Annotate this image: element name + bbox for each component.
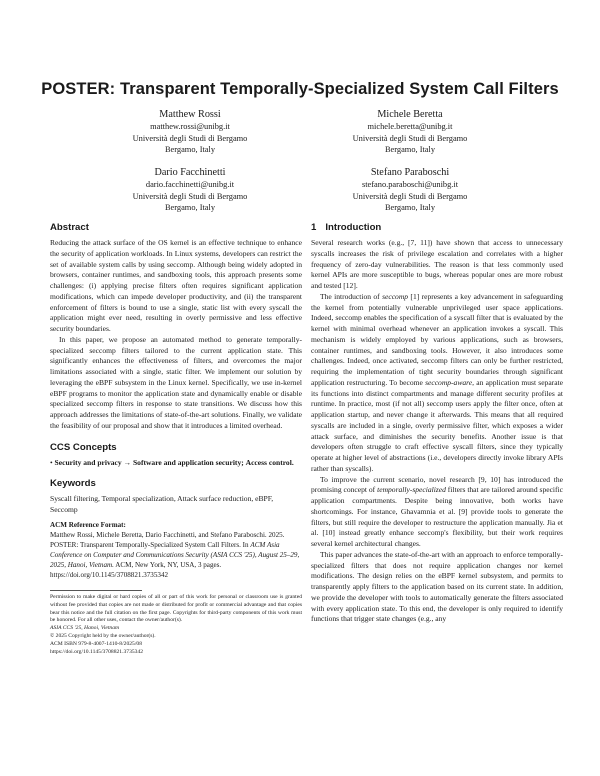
author-block <box>290 108 530 156</box>
reference-line: Matthew Rossi, Michele Beretta, Dario Facchinetti, and Stefano Paraboschi. 2025. POSTER: Transparent Temporally-Specialized System Call Filters. In <box>50 530 285 549</box>
left-column <box>50 222 302 657</box>
keywords-text: Syscall filtering, Temporal specialization, Attack surface reduction, eBPF, Seccomp <box>50 494 274 514</box>
author-name: Dario Facchinetti <box>154 167 226 178</box>
ccs-concept: Software and application security <box>132 457 242 467</box>
ccs-separator: ; <box>241 457 244 467</box>
reference-format-text <box>50 530 302 580</box>
author-block <box>290 166 530 214</box>
emphasis: temporally-specialized <box>377 485 446 495</box>
author-location: Bergamo, Italy <box>164 145 216 155</box>
intro-paragraph: This paper advances the state-of-the-art with an approach to enforce temporally-specialized filters that does not require application changes nor kernel modifications. The design relies on the eBPF kernel subsystem, and permits to transparently apply filters to the application based on its current state. In addition, we provide the developer with tools to automatically generate the filters associated with every application state. To this end, the developer is only required to identify functions that trigger state changes (e.g., any <box>311 549 563 624</box>
abstract-paragraph: In this paper, we propose an automated method to generate temporally-specialized seccomp filters tailored to the current application state. This significantly enhances the effectiveness of filters, and overcomes the major limitations associated with a single, static filter. We implement our solution by leveraging the eBPF subsystem in the Linux kernel. Specifically, we use in-kernel eBPF programs to monitor the application state and dynamically enable or disable specialized seccomp filters in response to state transitions. We discuss how this approach addresses the limitations of state-of-the-art solutions. Finally, we validate the feasibility of our proposal and show that it introduces a limited overhead. <box>50 334 302 430</box>
abstract-paragraph: Reducing the attack surface of the OS kernel is an effective technique to enhance the security of application workloads. In Linux systems, developers can restrict the set of available system calls by using seccomp. Although being widely adopted in browsers, container runtimes, and sandboxing tools, this approach presents some challenges: (i) applying precise filters often requires significant application modifications, which can impede developer productivity, and (ii) the transparent enforcement of filters is bound to use a single, static list with every syscall the application might ever need, resulting in overly permissive and less effective security boundaries. <box>50 238 302 333</box>
author-email: stefano.paraboschi@unibg.it <box>361 180 459 189</box>
keywords-heading: Keywords <box>50 478 96 490</box>
author-block <box>70 108 310 156</box>
conference-name: ASIA CCS '25, Hanoi, Vietnam <box>50 625 120 632</box>
ccs-end: . <box>291 457 294 467</box>
footnote-rule <box>50 590 142 591</box>
ccs-arrow: → <box>123 457 132 467</box>
emphasis: seccomp <box>382 291 409 301</box>
ccs-heading: CCS Concepts <box>50 441 117 453</box>
ccs-concept: Access control <box>245 457 292 467</box>
author-name: Michele Beretta <box>377 109 443 120</box>
author-name: Stefano Paraboschi <box>370 167 450 178</box>
author-affiliation: Università degli Studi di Bergamo <box>132 133 248 143</box>
section-title: Introduction <box>325 222 382 233</box>
right-column <box>311 222 563 625</box>
intro-paragraph: To improve the current scenario, novel research [9, 10] has introduced the promising concept of temporally-specialized filters that are tailored around specific application compartments. Despite being innovative, both works have shortcomings. For instance, Ghavamnia et al. [9] provide tools to generate the filters, but still require the developer to restructure the application manually. Jia et al. [10] instead greatly enhance seccomp's flexibility, but their work requires several kernel architectural changes. <box>311 474 563 548</box>
copyright-line: © 2025 Copyright held by the owner/author(s). <box>50 633 156 640</box>
reference-format-heading: ACM Reference Format: <box>50 520 126 529</box>
author-email: matthew.rossi@unibg.it <box>150 122 230 131</box>
author-affiliation: Università degli Studi di Bergamo <box>352 191 468 201</box>
ccs-concept: Security and privacy <box>54 457 122 467</box>
author-email: michele.beretta@unibg.it <box>367 122 453 131</box>
emphasis: seccomp-aware <box>425 377 473 387</box>
author-name: Matthew Rossi <box>159 109 221 120</box>
intro-paragraph: Several research works (e.g., [7, 11]) have shown that access to unnecessary syscalls increases the risk of privilege escalation and correlates with a higher frequency of zero-day vulnerabilities. The reason is that less commonly used kernel APIs are more susceptible to bugs, whereas popular ones are more robust and tested [12]. <box>311 238 563 290</box>
author-affiliation: Università degli Studi di Bergamo <box>132 191 248 201</box>
doi-link[interactable]: https://doi.org/10.1145/3708821.3735342 <box>50 649 144 656</box>
author-location: Bergamo, Italy <box>164 203 216 213</box>
reference-venue: ACM Asia Conference on Computer and Communications Security (ASIA CCS '25), August 25–29, 2025, Hanoi, Vietnam. <box>50 540 300 569</box>
ccs-bullet: • <box>50 457 53 467</box>
author-block <box>70 166 310 214</box>
intro-heading <box>311 222 563 234</box>
paper-title: POSTER: Transparent Temporally-Specialized System Call Filters <box>41 80 559 98</box>
author-location: Bergamo, Italy <box>384 203 436 213</box>
intro-paragraph: The introduction of seccomp [1] represents a key advancement in safeguarding the kernel from potentially vulnerable unprivileged user space applications. Indeed, seccomp enables the specification of a syscall filter that is evaluated by the kernel with minimal overhead whenever an application invokes a syscall. This mechanism is widely employed by various applications, such as browsers, container runtimes, and sandboxing tools. However, it also introduces some challenges. Indeed, once activated, seccomp filters can only be further restricted, requiring the implementation of tight security boundaries through significant application restructuring. To become seccomp-aware, an application must separate its functions into distinct compartments and manage different security profiles at runtime. In practice, most (if not all) seccomp users apply the filter once, often at application startup, and never change it afterwards. This means that all required syscalls are included in a single, overly permissive filter, which exposes a wider attack surface, and diminishes the security benefits. Another issue is that developers often struggle to craft effective syscall filters, since they typically operate at higher level of abstractions (i.e., developers directly invoke library APIs rather than syscalls). <box>311 291 563 473</box>
permission-notice: Permission to make digital or hard copies of all or part of this work for personal or classroom use is granted without fee provided that copies are not made or distributed for profit or commercial advantage and that copies bear this notice and the full citation on the first page. Copyrights for third-party components of this work must be honored. For all other uses, contact the owner/author(s). <box>50 593 302 624</box>
section-number: 1 <box>311 222 317 233</box>
author-affiliation: Università degli Studi di Bergamo <box>352 133 468 143</box>
isbn-line: ACM ISBN 979-8-4007-1410-8/2025/08 <box>50 641 142 648</box>
ccs-concepts <box>50 458 302 469</box>
author-location: Bergamo, Italy <box>384 145 436 155</box>
abstract-heading: Abstract <box>50 222 89 233</box>
author-email: dario.facchinetti@unibg.it <box>145 180 235 189</box>
reference-line: ACM, New York, NY, USA, 3 pages. https://doi.org/10.1145/3708821.3735342 <box>50 560 222 579</box>
